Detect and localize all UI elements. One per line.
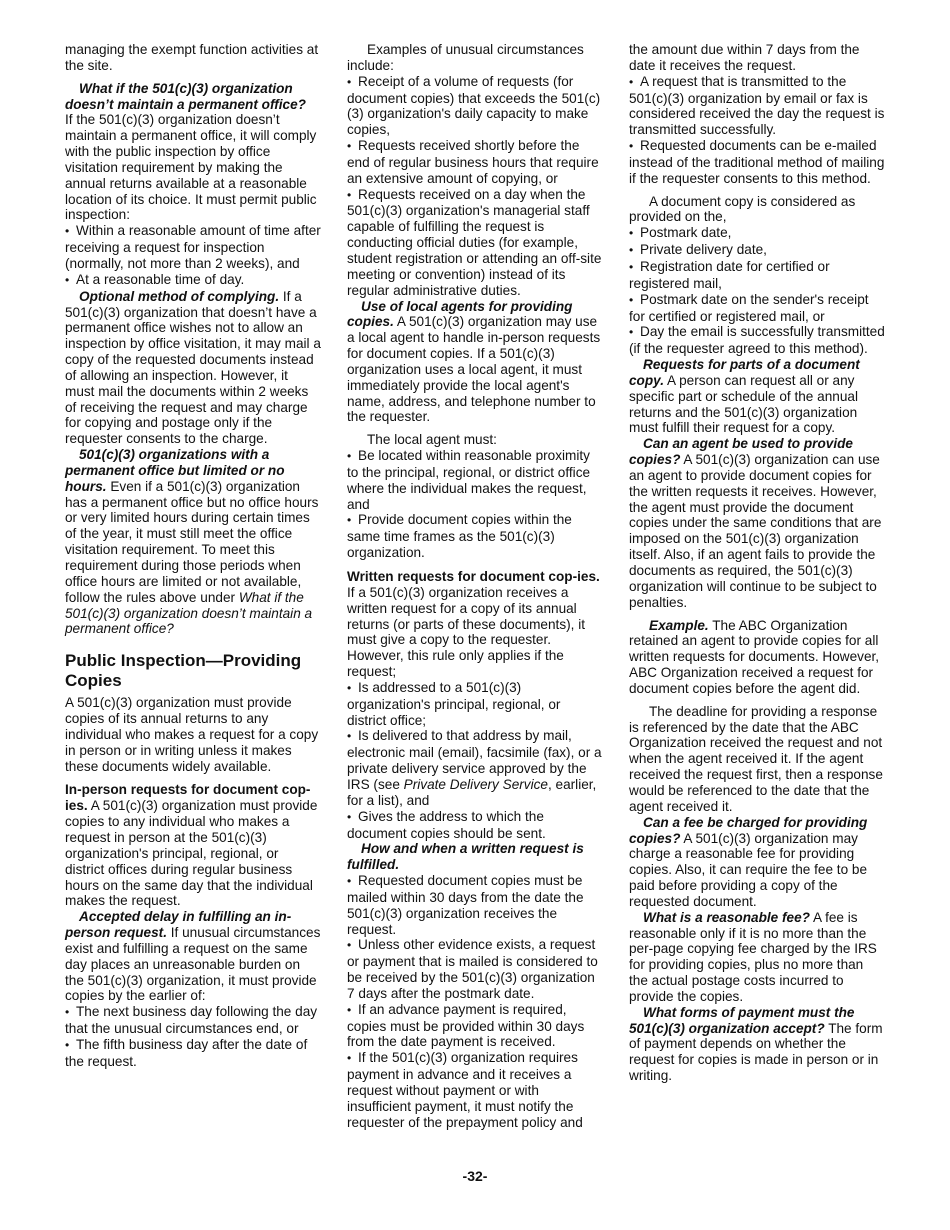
run-in-heading: Optional method of complying.	[79, 288, 280, 304]
run-in-heading: Accepted delay in fulfilling an in-person request.	[65, 909, 292, 941]
bullet-item: • Is addressed to a 501(c)(3) organization's principal, regional, or district office;	[347, 680, 603, 729]
bullet-item: • If an advance payment is required, copies must be provided within 30 days from the date payment is received.	[347, 1002, 603, 1051]
paragraph: What forms of payment must the 501(c)(3) organization accept? The form of payment depends on whether the request for copies is made in person or in writing.	[629, 1004, 883, 1084]
bullet-item: • Within a reasonable amount of time after receiving a request for inspection (normally, not more than 2 weeks), and	[65, 223, 321, 272]
run-in-heading: Can an agent be used to provide copies?	[629, 436, 853, 468]
run-in-heading: What if the 501(c)(3) organization doesn’t maintain a permanent office?	[65, 80, 306, 112]
paragraph: Examples of unusual circumstances include:	[347, 42, 584, 73]
run-in-heading: Can a fee be charged for providing copies?	[629, 814, 868, 846]
paragraph: Can a fee be charged for providing copies? A 501(c)(3) organization may charge a reasonable fee for providing copies. Also, it can require the fee to be paid before providing a copy of the requested document.	[629, 814, 868, 909]
paragraph: A document copy is considered as provided on the,	[629, 193, 856, 225]
paragraph: Requests for parts of a document copy. A person can request all or any specific part or schedule of the annual returns and the 501(c)(3) organization must fulfill their request for a copy.	[629, 357, 860, 436]
bullet-item: • If the 501(c)(3) organization requires payment in advance and it receives a request without payment or with insufficient payment, it must notify the requester of the prepayment policy and	[347, 1050, 603, 1130]
bullet-item: • Be located within reasonable proximity to the principal, regional, or district office where the individual makes the request, and	[347, 448, 603, 512]
paragraph: Accepted delay in fulfilling an in-person request. If unusual circumstances exist and fulfilling a request on the same day places an unreasonable burden on the 501(c)(3) organization, it must provide copies by the earlier of:	[65, 909, 321, 1004]
cross-reference: What if the 501(c)(3) organization doesn’t maintain a permanent office?	[65, 589, 313, 637]
page-number: -32-	[462, 1168, 488, 1184]
bullet-item: • Requests received on a day when the 501(c)(3) organization's managerial staff capable of fulfilling the request is conducting official duties (for example, student registration or attending an off-site meeting or convention) instead of its regular administrative duties.	[347, 187, 603, 299]
bullet-item: • Unless other evidence exists, a request or payment that is mailed is considered to be received by the 501(c)(3) organization 7 days after the postmark date.	[347, 937, 603, 1001]
bullet-item: • Requested documents can be e-mailed instead of the traditional method of mailing if the requester consents to this method.	[629, 138, 885, 187]
run-in-heading: 501(c)(3) organizations with a permanent office but limited or no hours.	[65, 447, 285, 494]
bullet-item: • Is delivered to that address by mail, electronic mail (email), facsimile (fax), or a private delivery service approved by the IRS (see Private Delivery Service, earlier, for a list), and	[347, 728, 603, 808]
paragraph: Can an agent be used to provide copies? A 501(c)(3) organization can use an agent to provide document copies for the written requests it receives. However, the agent must provide the document copies under the same conditions that are imposed on the 501(c)(3) organization itself. Also, if an agent fails to provide the documents as required, the 501(c)(3) organization will continue to be subject to penalties.	[629, 436, 882, 610]
bullet-item: • Provide document copies within the same time frames as the 501(c)(3) organization.	[347, 512, 603, 561]
section-heading: Public Inspection—Providing Copies	[65, 651, 302, 691]
run-in-heading: Requests for parts of a document copy.	[629, 357, 860, 388]
bullet-item: • At a reasonable time of day.	[65, 272, 321, 289]
paragraph: In-person requests for document cop-ies. A 501(c)(3) organization must provide copies to any individual who makes a request in person at the 501(c)(3) organization's principal, regional, or district offices during regular business hours on the same day that the individual makes the request.	[65, 782, 318, 909]
paragraph: managing the exempt function activities at the site.	[65, 42, 319, 73]
run-in-heading: Use of local agents for providing copies.	[347, 298, 573, 330]
bullet-item: • A request that is transmitted to the 501(c)(3) organization by email or fax is considered received the day the request is transmitted successfully.	[629, 74, 885, 138]
bullet-item: • The fifth business day after the date of the request.	[65, 1037, 321, 1070]
run-in-heading: How and when a written request is fulfilled.	[347, 841, 584, 873]
paragraph: If the 501(c)(3) organization doesn’t maintain a permanent office, it will comply with the public inspection by office visitation requirement by making the annual returns available at a reasonable location of its choice. It must permit public inspection:	[65, 112, 317, 223]
paragraph: Example. The ABC Organization retained an agent to provide copies for all written requests for documents. However, ABC Organization received a request for document copies before the agent did.	[629, 617, 880, 696]
paragraph: 501(c)(3) organizations with a permanent office but limited or no hours. Even if a 501(c)(3) organization has a permanent office but no office hours or very limited hours during certain times of the year, it must still meet the office visitation requirement. To meet this requirement during those periods when office hours are limited or not available, follow the rules above under What if the 501(c)(3) organization doesn’t maintain a permanent office?	[65, 447, 319, 637]
bullet-item: • The next business day following the day that the unusual circumstances end, or	[65, 1004, 321, 1037]
bullet-item: • Requests received shortly before the end of regular business hours that require an extensive amount of copying, or	[347, 138, 603, 187]
paragraph: Written requests for document cop-ies. If a 501(c)(3) organization receives a written request for a copy of its annual returns (or parts of these documents), it must give a copy to the requester. However, this rule only applies if the request;	[347, 569, 600, 680]
run-in-heading: What forms of payment must the 501(c)(3) organization accept?	[629, 1004, 855, 1036]
cross-reference: Private Delivery Service	[403, 776, 548, 792]
bullet-item: • Postmark date,	[629, 225, 885, 242]
bullet-item: • Gives the address to which the document copies should be sent.	[347, 809, 603, 842]
paragraph: The deadline for providing a response is referenced by the date that the ABC Organization received the request and not when the agent received it. If the agent received the request first, then a response would be referenced to the date that the agent received it.	[629, 703, 883, 814]
paragraph: Optional method of complying. If a 501(c)(3) organization that doesn’t have a permanent office wishes not to allow an inspection by office visitation, it may mail a copy of the requested documents instead of allowing an inspection. However, it must mail the documents within 2 weeks of receiving the request and may charge for copying and postage only if the requester consents to the charge.	[65, 288, 321, 447]
paragraph: The local agent must:	[367, 432, 497, 448]
column-1	[65, 42, 321, 1070]
column-3	[629, 42, 885, 1084]
bullet-item: • Day the email is successfully transmitted (if the requester agreed to this method).	[629, 324, 885, 357]
run-in-heading: In-person requests for document cop-ies.	[65, 782, 311, 814]
paragraph: Use of local agents for providing copies. A 501(c)(3) organization may use a local agent to handle in-person requests for document copies. If a 501(c)(3) organization uses a local agent, it must immediately provide the local agent's name, address, and telephone number to the requester.	[347, 298, 601, 425]
column-2	[347, 42, 603, 1131]
run-in-heading: Written requests for document cop-ies.	[347, 569, 600, 584]
paragraph: A 501(c)(3) organization must provide copies of its annual returns to any individual who makes a request for a copy in person or in writing unless it makes these documents widely available.	[65, 695, 319, 774]
paragraph: the amount due within 7 days from the date it receives the request.	[629, 42, 860, 73]
bullet-item: • Private delivery date,	[629, 242, 885, 259]
paragraph: What is a reasonable fee? A fee is reasonable only if it is no more than the per-page copying fee charged by the IRS for providing copies, plus no more than the actual postage costs incurred to provide the copies.	[629, 909, 877, 1004]
paragraph	[347, 841, 603, 873]
bullet-item: • Registration date for certified or registered mail,	[629, 259, 885, 292]
bullet-item: • Receipt of a volume of requests (for document copies) that exceeds the 501(c)(3) organization's daily capacity to make copies,	[347, 74, 603, 138]
bullet-item: • Requested document copies must be mailed within 30 days from the date the 501(c)(3) organization receives the request.	[347, 873, 603, 937]
run-in-heading: Example.	[649, 617, 709, 633]
bullet-item: • Postmark date on the sender's receipt for certified or registered mail, or	[629, 292, 885, 325]
run-in-heading: What is a reasonable fee?	[643, 909, 810, 925]
paragraph	[65, 81, 321, 113]
